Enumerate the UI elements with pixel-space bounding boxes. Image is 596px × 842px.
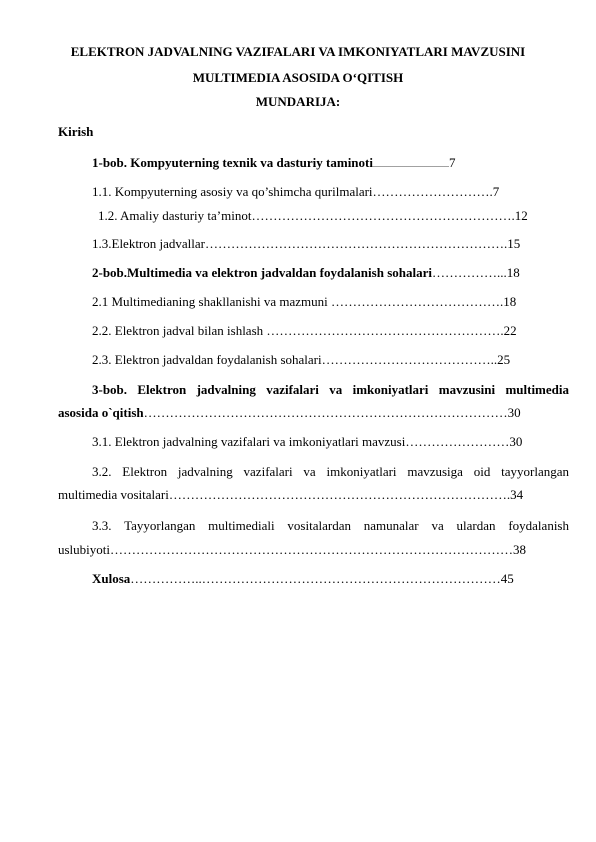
toc-section-2-1-page: 18 bbox=[503, 294, 517, 309]
toc-section-2-3 bbox=[92, 352, 510, 368]
toc-section-2-2 bbox=[92, 323, 517, 339]
toc-chapter-1-label: 1-bob. Kompyuterning texnik va dasturiy taminoti bbox=[92, 155, 373, 170]
document-title-line-1: ELEKTRON JADVALNING VAZIFALARI VA IMKONIYATLARI MAVZUSINI bbox=[70, 44, 526, 59]
toc-section-2-2-label: 2.2. Elektron jadval bilan ishlash bbox=[92, 323, 267, 338]
toc-section-3-2-page: 34 bbox=[510, 487, 524, 502]
toc-section-1-2-label: 1.2. Amaliy dasturiy ta’minot bbox=[98, 208, 252, 223]
toc-section-1-2-page: 12 bbox=[514, 208, 528, 223]
toc-section-1-1-page: 7 bbox=[492, 184, 500, 199]
toc-section-1-2-dots: ……………………………………………………. bbox=[251, 208, 515, 223]
toc-section-1-3-label: 1.3.Elektron jadvallar bbox=[92, 236, 205, 251]
toc-section-2-3-label: 2.3. Elektron jadvaldan foydalanish sohalari bbox=[92, 352, 322, 367]
toc-section-2-3-page: 25 bbox=[497, 352, 511, 367]
introduction-heading: Kirish bbox=[58, 124, 94, 139]
toc-section-3-2-dots: ……………………………………………………………………. bbox=[168, 487, 511, 502]
toc-chapter-1 bbox=[92, 155, 455, 173]
toc-conclusion-dots: ……………..…………………………………………………………… bbox=[130, 571, 501, 586]
toc-chapter-2-page: 18 bbox=[506, 265, 520, 280]
toc-section-3-3-page: 38 bbox=[513, 542, 527, 557]
toc-section-1-3-dots: ……………………………………………………………. bbox=[205, 236, 508, 251]
toc-chapter-1-page: 7 bbox=[448, 155, 456, 170]
toc-section-3-2-line-2 bbox=[58, 487, 523, 503]
toc-section-2-1 bbox=[92, 294, 516, 310]
toc-section-2-1-dots: …………………………………. bbox=[331, 294, 504, 309]
toc-section-3-3-dots: ………………………………………………………………………………… bbox=[110, 542, 514, 557]
toc-section-3-3-line-1: 3.3. Tayyorlangan multimediali vositalardan namunalar va ulardan foydalanish bbox=[92, 518, 569, 533]
toc-section-2-2-page: 22 bbox=[503, 323, 517, 338]
toc-section-3-2-line-1: 3.2. Elektron jadvalning vazifalari va imkoniyatlari mavzusiga oid tayyorlangan bbox=[92, 464, 569, 479]
toc-chapter-3-label: asosida o`qitish bbox=[58, 405, 144, 420]
toc-section-3-1-dots: …………………… bbox=[405, 434, 510, 449]
toc-chapter-1-dots: ...................................... bbox=[372, 160, 449, 169]
contents-heading: MUNDARIJA: bbox=[255, 94, 341, 109]
toc-section-3-2-label: multimedia vositalari bbox=[58, 487, 169, 502]
document-title-line-2: MULTIMEDIA ASOSIDA O‘QITISH bbox=[192, 70, 404, 85]
toc-section-3-1 bbox=[92, 434, 522, 450]
toc-section-3-1-label: 3.1. Elektron jadvalning vazifalari va imkoniyatlari mavzusi bbox=[92, 434, 406, 449]
toc-chapter-2 bbox=[92, 265, 520, 281]
toc-section-2-1-label: 2.1 Multimedianing shakllanishi va mazmuni bbox=[92, 294, 332, 309]
toc-section-1-3-page: 15 bbox=[507, 236, 521, 251]
toc-chapter-2-dots: ……………... bbox=[431, 265, 507, 280]
toc-conclusion-page: 45 bbox=[500, 571, 514, 586]
toc-chapter-3-page: 30 bbox=[507, 405, 521, 420]
toc-section-1-1-label: 1.1. Kompyuterning asosiy va qo’shimcha qurilmalari bbox=[92, 184, 373, 199]
toc-section-1-3 bbox=[92, 236, 520, 252]
toc-section-1-2 bbox=[98, 208, 528, 224]
toc-section-3-3-label: uslubiyoti bbox=[58, 542, 111, 557]
toc-conclusion bbox=[92, 571, 514, 587]
toc-section-1-1 bbox=[92, 184, 499, 200]
toc-section-3-1-page: 30 bbox=[509, 434, 523, 449]
toc-chapter-3-line-2 bbox=[58, 405, 521, 421]
toc-section-2-3-dots: ………………………………….. bbox=[321, 352, 498, 367]
toc-chapter-2-label: 2-bob.Multimedia va elektron jadvaldan foydalanish sohalari bbox=[92, 265, 432, 280]
toc-section-3-3-line-2 bbox=[58, 542, 526, 558]
toc-conclusion-label: Xulosa bbox=[92, 571, 131, 586]
toc-section-2-2-dots: ………………………………………………. bbox=[266, 323, 504, 338]
toc-section-1-1-dots: ………………………. bbox=[372, 184, 493, 199]
toc-chapter-3-line-1: 3-bob. Elektron jadvalning vazifalari va imkoniyatlari mavzusini multimedia bbox=[92, 382, 569, 397]
toc-chapter-3-dots: ………………………………………………………………………… bbox=[143, 405, 508, 420]
